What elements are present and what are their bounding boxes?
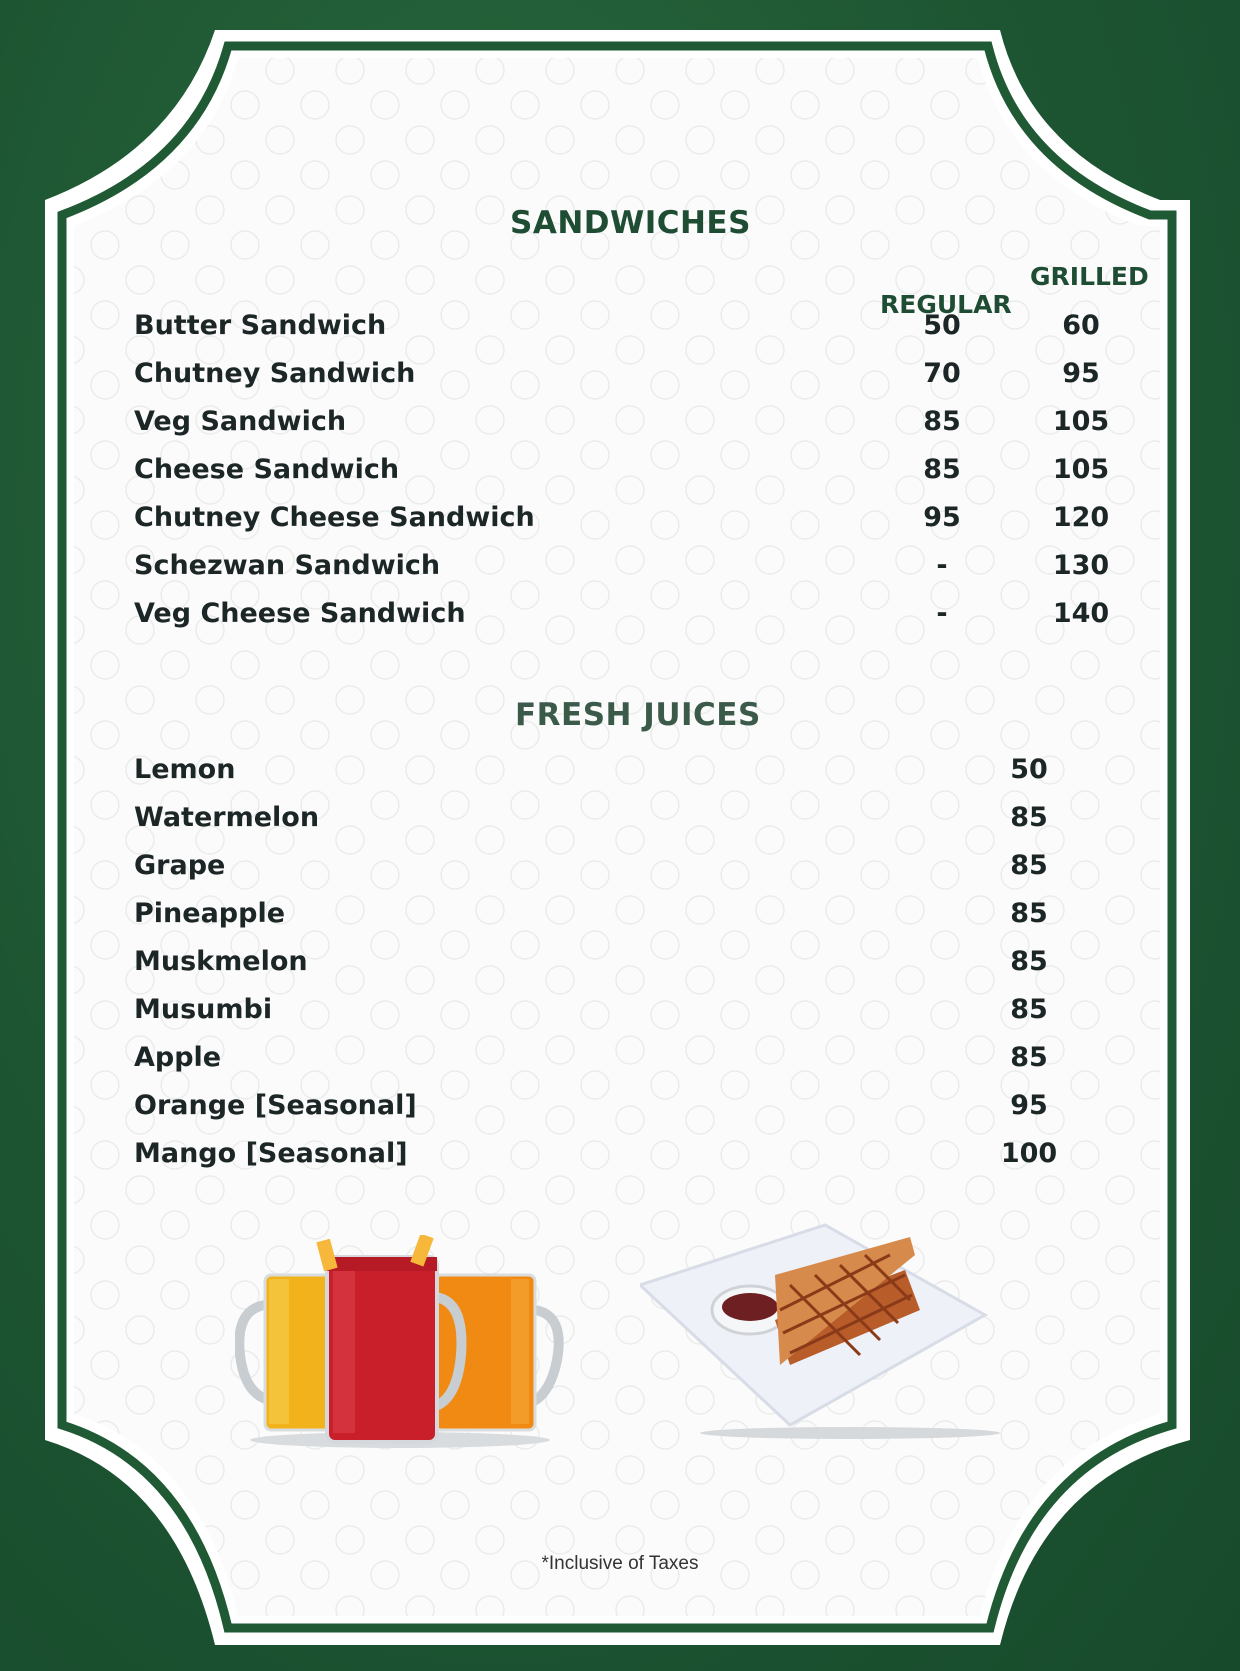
item-name: Mango [Seasonal] — [134, 1138, 408, 1169]
price-regular: 85 — [923, 406, 961, 437]
menu-row — [134, 994, 1094, 1034]
price: 50 — [1010, 754, 1048, 785]
price: 85 — [1010, 850, 1048, 881]
item-name: Chutney Cheese Sandwich — [134, 502, 535, 533]
price: 85 — [1010, 802, 1048, 833]
price: 85 — [1010, 898, 1048, 929]
price-grilled: 120 — [1052, 502, 1110, 533]
price-grilled: 130 — [1052, 550, 1110, 581]
price-regular: 85 — [923, 454, 961, 485]
menu-row — [134, 898, 1094, 938]
item-name: Lemon — [134, 754, 236, 785]
item-name: Muskmelon — [134, 946, 308, 977]
price: 85 — [1010, 946, 1048, 977]
item-name: Grape — [134, 850, 226, 881]
item-name: Apple — [134, 1042, 222, 1073]
menu-row — [134, 1138, 1094, 1178]
price-grilled: 60 — [1062, 310, 1100, 341]
item-name: Musumbi — [134, 994, 273, 1025]
item-name: Pineapple — [134, 898, 286, 929]
juice-glasses-image — [235, 1235, 565, 1455]
menu-row — [134, 754, 1094, 794]
price-grilled: 105 — [1052, 454, 1110, 485]
menu-row — [134, 1090, 1094, 1130]
column-header-grilled: GRILLED — [1030, 262, 1149, 291]
item-name: Veg Cheese Sandwich — [134, 598, 466, 629]
price-grilled: 105 — [1052, 406, 1110, 437]
price: 100 — [1000, 1138, 1058, 1169]
menu-row — [134, 406, 1110, 446]
grilled-sandwich-image — [640, 1215, 1000, 1445]
item-name: Cheese Sandwich — [134, 454, 400, 485]
item-name: Schezwan Sandwich — [134, 550, 441, 581]
price: 95 — [1010, 1090, 1048, 1121]
price-regular: - — [936, 598, 948, 629]
section-title-sandwiches: SANDWICHES — [510, 205, 751, 241]
price-grilled: 140 — [1052, 598, 1110, 629]
tax-note: *Inclusive of Taxes — [541, 1553, 699, 1574]
menu-row — [134, 850, 1094, 890]
section-title-fresh-juices: FRESH JUICES — [515, 697, 761, 733]
price-grilled: 95 — [1062, 358, 1100, 389]
menu-row — [134, 946, 1094, 986]
item-name: Butter Sandwich — [134, 310, 387, 341]
menu-row — [134, 502, 1110, 542]
item-name: Watermelon — [134, 802, 320, 833]
menu-row — [134, 1042, 1094, 1082]
menu-row — [134, 802, 1094, 842]
item-name: Chutney Sandwich — [134, 358, 416, 389]
menu-row — [134, 358, 1100, 398]
price-regular: 95 — [923, 502, 961, 533]
price-regular: 50 — [923, 310, 961, 341]
column-header-regular: REGULAR — [880, 290, 1012, 319]
item-name: Veg Sandwich — [134, 406, 347, 437]
item-name: Orange [Seasonal] — [134, 1090, 417, 1121]
price: 85 — [1010, 1042, 1048, 1073]
menu-row — [134, 598, 1110, 638]
menu-row — [134, 550, 1110, 590]
menu-row — [134, 454, 1110, 494]
price: 85 — [1010, 994, 1048, 1025]
price-regular: 70 — [923, 358, 961, 389]
menu-row — [134, 310, 1100, 350]
price-regular: - — [936, 550, 948, 581]
